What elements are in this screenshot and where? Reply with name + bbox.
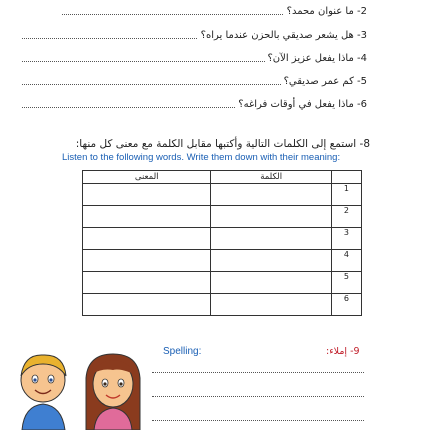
question-2[interactable] bbox=[62, 0, 367, 18]
girl-illustration bbox=[86, 354, 140, 430]
row-number: 5 bbox=[331, 272, 361, 294]
question-4[interactable] bbox=[22, 47, 367, 65]
table-row bbox=[83, 184, 362, 206]
table-row bbox=[83, 294, 362, 316]
word-cell[interactable] bbox=[211, 272, 331, 294]
row-number: 3 bbox=[331, 228, 361, 250]
question-text: 3- هل يشعر صديقي بالحزن عندما يراه؟ bbox=[198, 30, 367, 41]
table-header bbox=[83, 171, 362, 184]
word-cell[interactable] bbox=[211, 294, 331, 316]
spelling-line[interactable] bbox=[152, 420, 364, 421]
boy-illustration bbox=[21, 355, 66, 430]
spelling-label-english: Spelling: bbox=[163, 346, 202, 357]
word-cell[interactable] bbox=[211, 250, 331, 272]
word-cell[interactable] bbox=[211, 206, 331, 228]
table-row bbox=[83, 206, 362, 228]
word-cell[interactable] bbox=[211, 184, 331, 206]
question-text: 6- ماذا يفعل في أوقات فراغه؟ bbox=[235, 99, 367, 110]
word-cell[interactable] bbox=[211, 228, 331, 250]
question-text: 2- ما عنوان محمد؟ bbox=[284, 6, 367, 17]
question-text: 5- كم عمر صديقي؟ bbox=[281, 76, 367, 87]
meaning-cell[interactable] bbox=[83, 250, 211, 272]
question-text: 4- ماذا يفعل عزيز الآن؟ bbox=[265, 53, 368, 64]
kids-illustration bbox=[10, 340, 150, 430]
header-number bbox=[331, 171, 361, 184]
table-row bbox=[83, 250, 362, 272]
row-number: 1 bbox=[331, 184, 361, 206]
spelling-label-arabic: 9- إملاء: bbox=[326, 346, 360, 357]
instruction-english: Listen to the following words. Write them down with their meaning: bbox=[62, 152, 341, 163]
row-number: 4 bbox=[331, 250, 361, 272]
question-5[interactable] bbox=[22, 70, 367, 88]
meaning-cell[interactable] bbox=[83, 206, 211, 228]
words-table bbox=[82, 170, 362, 316]
spelling-line[interactable] bbox=[152, 396, 364, 397]
instruction-arabic: 8- استمع إلى الكلمات التالية وأكتبها مقابل الكلمة مع معنى كل منها: bbox=[75, 138, 370, 150]
question-3[interactable] bbox=[22, 24, 367, 42]
row-number: 6 bbox=[331, 294, 361, 316]
meaning-cell[interactable] bbox=[83, 272, 211, 294]
meaning-cell[interactable] bbox=[83, 294, 211, 316]
table-row bbox=[83, 272, 362, 294]
meaning-cell[interactable] bbox=[83, 184, 211, 206]
question-6[interactable] bbox=[22, 93, 367, 111]
row-number: 2 bbox=[331, 206, 361, 228]
spelling-line[interactable] bbox=[152, 372, 364, 373]
meaning-cell[interactable] bbox=[83, 228, 211, 250]
table-row bbox=[83, 228, 362, 250]
header-word: الكلمة bbox=[211, 171, 331, 184]
header-meaning: المعنى bbox=[83, 171, 211, 184]
